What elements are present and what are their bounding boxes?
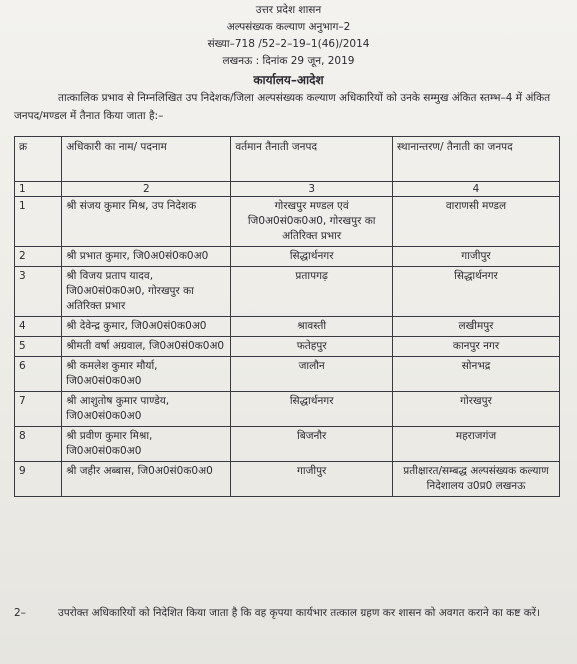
new-posting-cell: महराजगंज — [393, 427, 560, 462]
current-posting-cell: सिद्धार्थनगर — [231, 392, 393, 427]
header-line-government: उत्तर प्रदेश शासन — [255, 4, 322, 16]
current-posting-cell: श्रावस्ती — [231, 317, 393, 337]
paragraph-number: 2– — [14, 607, 26, 619]
current-posting-cell: फतेहपुर — [231, 337, 393, 357]
column-number: 1 — [15, 182, 62, 197]
table-row — [15, 427, 560, 462]
current-posting-cell: जालौन — [231, 357, 393, 392]
serial-number-cell: 1 — [15, 197, 62, 247]
officer-name-cell: श्री कमलेश कुमार मौर्या, जि0अ0सं0क0अ0 — [62, 357, 231, 392]
table-row — [15, 197, 560, 247]
current-posting-cell: बिजनौर — [231, 427, 393, 462]
table-header-row — [15, 137, 560, 182]
new-posting-cell: सोनभद्र — [393, 357, 560, 392]
table-row — [15, 247, 560, 267]
serial-number-cell: 4 — [15, 317, 62, 337]
table-row — [15, 392, 560, 427]
serial-number-cell: 9 — [15, 462, 62, 497]
current-posting-cell: सिद्धार्थनगर — [231, 247, 393, 267]
current-posting-cell: गोरखपुर मण्डल एवं जि0अ0सं0क0अ0, गोरखपुर का अतिरिक्त प्रभार — [231, 197, 393, 247]
new-posting-cell: प्रतीक्षारत/सम्बद्ध अल्पसंख्यक कल्याण निदेशालय उ0प्र0 लखनऊ — [393, 462, 560, 497]
column-number: 4 — [393, 182, 560, 197]
header-current-posting: वर्तमान तैनाती जनपद — [231, 137, 393, 182]
transfer-table — [14, 136, 560, 497]
table-row — [15, 337, 560, 357]
header-officer-name: अधिकारी का नाम/ पदनाम — [62, 137, 231, 182]
current-posting-cell: प्रतापगढ़ — [231, 267, 393, 317]
column-number: 2 — [62, 182, 231, 197]
table-row — [15, 462, 560, 497]
footer-paragraph — [14, 604, 564, 623]
footer-text: उपरोक्त अधिकारियों को निदेशित किया जाता है कि वह कृपया कार्यभार तत्काल ग्रहण कर शासन को अवगत कराने का कष्ट करें। — [58, 607, 541, 619]
new-posting-cell: गाजीपुर — [393, 247, 560, 267]
header-serial: क्र — [15, 137, 62, 182]
new-posting-cell: गोरखपुर — [393, 392, 560, 427]
intro-paragraph: तात्कालिक प्रभाव से निम्नलिखित उप निदेशक/जिला अल्पसंख्यक कल्याण अधिकारियों को उनके सम्मुख अंकित स्तम्भ–4 में अंकित जनपद/मण्डल में तैनात किया जाता है:– — [14, 92, 551, 122]
officer-name-cell: श्री जहीर अब्बास, जि0अ0सं0क0अ0 — [62, 462, 231, 497]
document-header — [0, 0, 577, 70]
serial-number-cell: 2 — [15, 247, 62, 267]
serial-number-cell: 3 — [15, 267, 62, 317]
header-line-section: अल्पसंख्यक कल्याण अनुभाग–2 — [226, 21, 351, 33]
officer-name-cell: श्री प्रभात कुमार, जि0अ0सं0क0अ0 — [62, 247, 231, 267]
officer-name-cell: श्रीमती वर्षा अग्रवाल, जि0अ0सं0क0अ0 — [62, 337, 231, 357]
serial-number-cell: 6 — [15, 357, 62, 392]
serial-number-cell: 8 — [15, 427, 62, 462]
officer-name-cell: श्री विजय प्रताप यादव, जि0अ0सं0क0अ0, गोरखपुर का अतिरिक्त प्रभार — [62, 267, 231, 317]
header-new-posting: स्थानान्तरण/ तैनाती का जनपद — [393, 137, 560, 182]
table-row — [15, 267, 560, 317]
new-posting-cell: कानपुर नगर — [393, 337, 560, 357]
column-number: 3 — [231, 182, 393, 197]
header-line-reference-number: संख्या–718 /52–2–19–1(46)/2014 — [207, 38, 370, 50]
officer-name-cell: श्री आशुतोष कुमार पाण्डेय, जि0अ0सं0क0अ0 — [62, 392, 231, 427]
current-posting-cell: गाजीपुर — [231, 462, 393, 497]
header-line-date: लखनऊ : दिनांक 29 जून, 2019 — [222, 55, 355, 67]
new-posting-cell: लखीमपुर — [393, 317, 560, 337]
table-row — [15, 357, 560, 392]
officer-name-cell: श्री प्रवीण कुमार मिश्रा, जि0अ0सं0क0अ0 — [62, 427, 231, 462]
officer-name-cell: श्री देवेन्द्र कुमार, जि0अ0सं0क0अ0 — [62, 317, 231, 337]
serial-number-cell: 7 — [15, 392, 62, 427]
new-posting-cell: सिद्धार्थनगर — [393, 267, 560, 317]
table-row — [15, 317, 560, 337]
serial-number-cell: 5 — [15, 337, 62, 357]
officer-name-cell: श्री संजय कुमार मिश्र, उप निदेशक — [62, 197, 231, 247]
column-number-row — [15, 182, 560, 197]
office-order-title: कार्यालय–आदेश — [253, 73, 324, 87]
new-posting-cell: वाराणसी मण्डल — [393, 197, 560, 247]
